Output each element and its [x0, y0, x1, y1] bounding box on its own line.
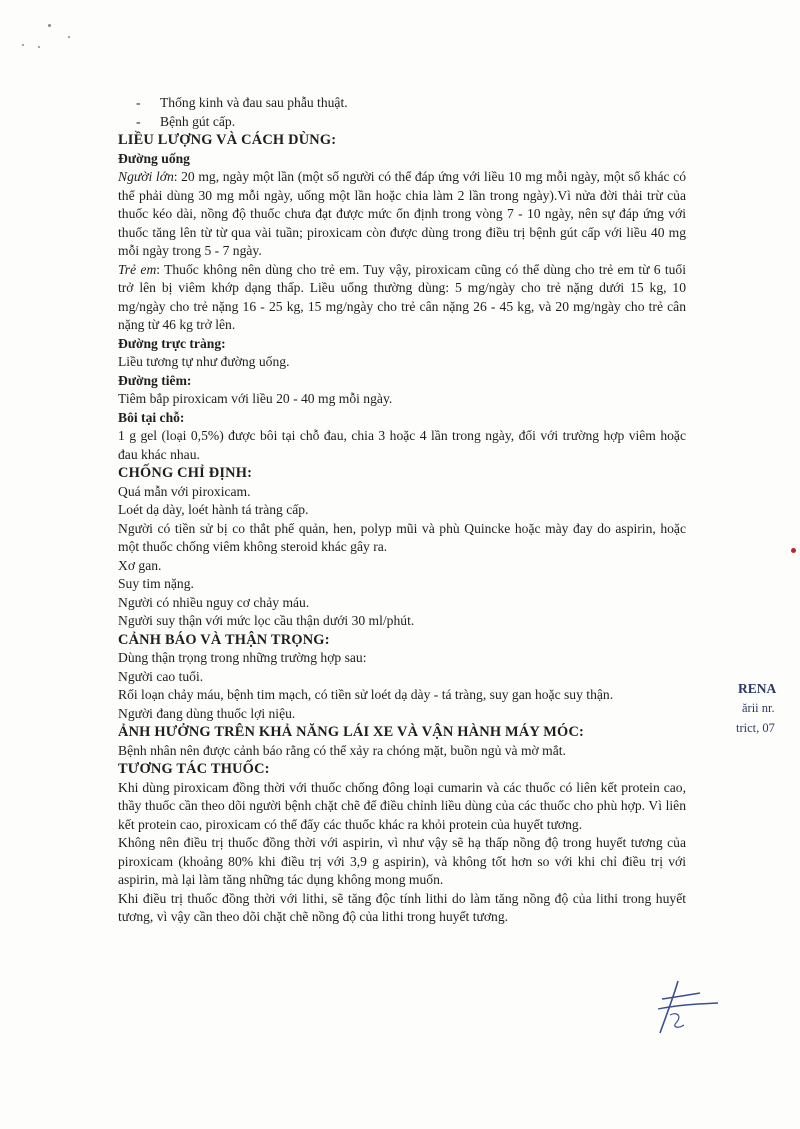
subheading-oral: Đường uống — [118, 150, 190, 166]
bullet-text: Thống kinh và đau sau phẫu thuật. — [160, 95, 348, 110]
paragraph-injection: Tiêm bắp piroxicam với liều 20 - 40 mg mỗi ngày. — [118, 391, 393, 406]
bullet-item: - Bệnh gút cấp. — [136, 113, 686, 132]
paragraph-interaction: Khi điều trị thuốc đồng thời với lithi, sẽ tăng độc tính lithi do làm tăng nồng độ của lithi trong huyết tương, vì vậy cần theo dõi chặt chẽ nồng độ của lithi trong huyết tương. — [118, 890, 686, 924]
section-heading-contraindications: CHỐNG CHỈ ĐỊNH: — [118, 465, 253, 481]
paragraph-warnings-intro: Dùng thận trọng trong những trường hợp sau: — [118, 650, 367, 665]
list-item: Người suy thận với mức lọc cầu thận dưới 30 ml/phút. — [118, 613, 415, 628]
list-item: Người có nhiều nguy cơ chảy máu. — [118, 594, 310, 610]
adult-label: Người lớn — [118, 169, 174, 184]
edge-bleed-text: ării nr. — [742, 701, 775, 715]
scan-speck — [68, 36, 70, 38]
red-mark — [791, 548, 796, 553]
list-item: Suy tim nặng. — [118, 576, 194, 591]
list-item: Người cao tuổi. — [118, 668, 204, 684]
adult-text: : 20 mg, ngày một lần (một số người có thể đáp ứng với liều 10 mg mỗi ngày, một số khác có thể phải dùng 30 mg mỗi ngày, uống một lần hoặc chia làm 2 lần trong ngày).Vì nửa đời thải trừ của thuốc kéo dài, nồng độ thuốc chưa đạt được mức ổn định trong vòng 7 - 10 ngày, nên sự đáp ứng với thuốc tăng lên từ từ qua vài tuần; piroxicam còn được dùng trong điều trị bệnh gút cấp với liều 40 mg mỗi ngày trong 5 - 7 ngày. — [118, 169, 686, 258]
paragraph-adult-dose — [118, 168, 686, 261]
leaflet-page — [118, 94, 686, 927]
list-item: Loét dạ dày, loét hành tá tràng cấp. — [118, 502, 309, 517]
list-item: Rối loạn chảy máu, bệnh tim mạch, có tiền sử loét dạ dày - tá tràng, suy gan hoặc suy thận. — [118, 687, 614, 702]
list-item: Xơ gan. — [118, 557, 162, 573]
subheading-topical: Bôi tại chỗ: — [118, 409, 185, 425]
list-item: Người đang dùng thuốc lợi niệu. — [118, 705, 296, 721]
handwritten-signature-icon — [648, 975, 720, 1044]
edge-bleed-text: trict, 07 — [736, 721, 775, 735]
scan-speck — [22, 44, 24, 46]
list-item: Quá mẫn với piroxicam. — [118, 483, 251, 499]
paragraph-driving: Bệnh nhân nên được cảnh báo rằng có thể xảy ra chóng mặt, buồn ngủ và mờ mắt. — [118, 742, 566, 758]
paragraph-interaction: Không nên điều trị thuốc đồng thời với aspirin, vì như vậy sẽ hạ thấp nồng độ trong huyết tương của piroxicam (khoảng 80% khi điều trị với 3,9 g aspirin), và không tốt hơn so với khi chỉ điều trị với aspirin, mà lại làm tăng những tác dụng không mong muốn. — [118, 835, 686, 887]
child-label: Trẻ em — [118, 261, 157, 277]
edge-bleed-text: RENA — [738, 681, 777, 696]
section-heading-dosage: LIỀU LƯỢNG VÀ CÁCH DÙNG: — [118, 132, 337, 148]
subheading-injection: Đường tiêm: — [118, 372, 192, 388]
section-heading-driving: ẢNH HƯỞNG TRÊN KHẢ NĂNG LÁI XE VÀ VẬN HÀNH MÁY MÓC: — [118, 724, 585, 740]
scan-speck — [38, 46, 40, 48]
section-heading-interactions: TƯƠNG TÁC THUỐC: — [118, 761, 270, 777]
paragraph-interaction: Khi dùng piroxicam đồng thời với thuốc chống đông loại cumarin và các thuốc có liên kết protein cao, thầy thuốc cần theo dõi người bệnh chặt chẽ để điều chỉnh liều dùng của các thuốc cho phù hợp. Vì liên kết protein cao, piroxicam có thể đẩy các thuốc khác ra khỏi protein của huyết tương. — [118, 779, 686, 832]
bullet-text: Bệnh gút cấp. — [160, 113, 236, 129]
bullet-item: - Thống kinh và đau sau phẫu thuật. — [136, 94, 686, 113]
scan-speck — [48, 24, 51, 27]
section-heading-warnings: CẢNH BÁO VÀ THẬN TRỌNG: — [118, 631, 330, 648]
paragraph-rectal: Liều tương tự như đường uống. — [118, 354, 290, 369]
signature-svg — [648, 975, 720, 1039]
subheading-rectal: Đường trực tràng: — [118, 335, 226, 351]
child-text: : Thuốc không nên dùng cho trẻ em. Tuy vậy, piroxicam cũng có thể dùng cho trẻ em từ 6 tuổi trở lên bị viêm khớp dạng thấp. Liều uống thường dùng: 5 mg/ngày cho trẻ nặng dưới 15 kg, 10 mg/ngày cho trẻ nặng 16 - 25 kg, 15 mg/ngày cho trẻ cân nặng 26 - 45 kg, và 20 mg/ngày cho trẻ cân nặng từ 46 kg trở lên. — [118, 261, 686, 332]
paragraph-child-dose — [118, 261, 686, 335]
list-item: Người có tiền sử bị co thắt phế quản, hen, polyp mũi và phù Quincke hoặc mày đay do aspirin, hoặc một thuốc chống viêm không steroid khác gây ra. — [118, 520, 686, 554]
paragraph-topical: 1 g gel (loại 0,5%) được bôi tại chỗ đau, chia 3 hoặc 4 lần trong ngày, đối với trường hợp viêm hoặc đau khác nhau. — [118, 428, 686, 462]
